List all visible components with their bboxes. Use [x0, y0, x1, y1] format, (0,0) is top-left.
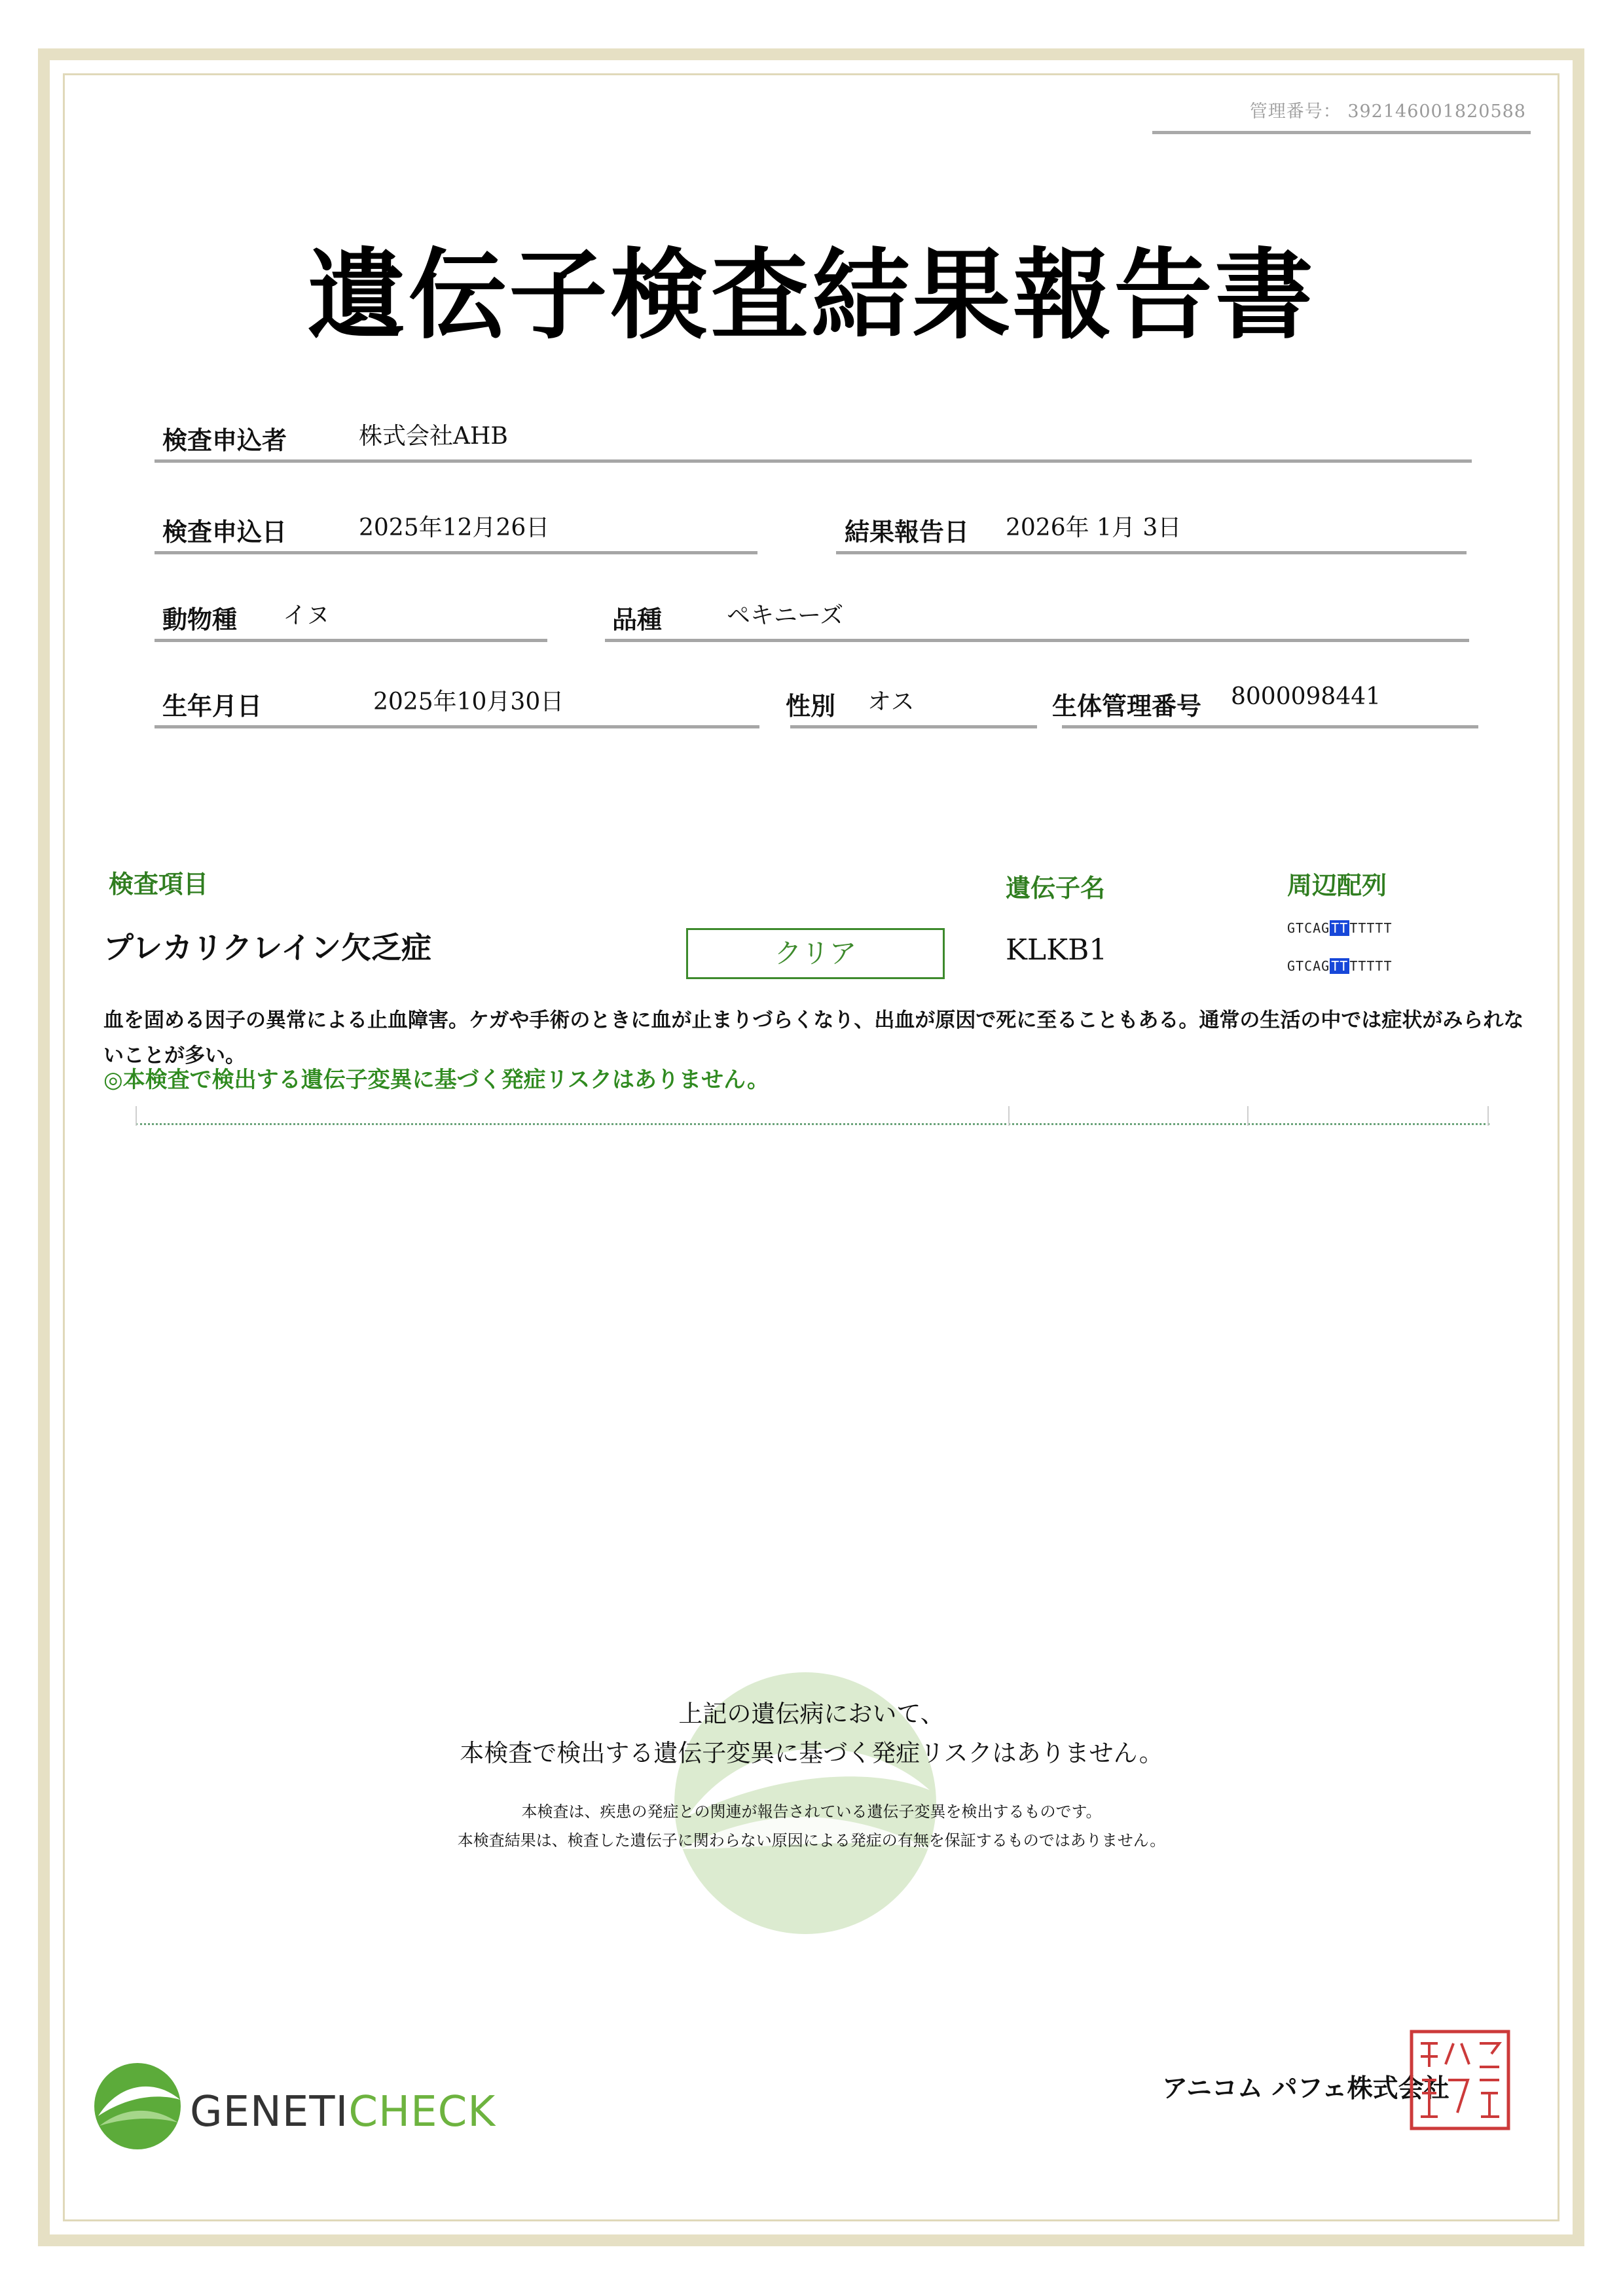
birth-underline — [155, 725, 759, 728]
apply-date-label: 検査申込日 — [162, 517, 287, 547]
mutation-site: TT — [1331, 920, 1349, 936]
sequence-line-2: GTCAG TT TTTTT — [1287, 958, 1393, 974]
col-test-item: 検査項目 — [109, 869, 209, 899]
apply-date-underline — [155, 551, 757, 554]
management-number — [1250, 97, 1526, 122]
id-label: 生体管理番号 — [1052, 691, 1202, 721]
separator-tick — [136, 1106, 137, 1126]
separator-tick — [1008, 1106, 1010, 1126]
management-underline — [1152, 131, 1531, 134]
breed-value: ペキニーズ — [727, 602, 844, 629]
breed-label: 品種 — [612, 605, 663, 634]
geneticheck-logo-text: GENETICHECK — [190, 2088, 496, 2136]
birth-value: 2025年10月30日 — [373, 689, 564, 715]
applicant-value: 株式会社AHB — [359, 423, 508, 450]
conclusion-line-1: 上記の遺伝病において、 — [678, 1700, 945, 1728]
company-name: アニコム パフェ株式会社 — [1162, 2073, 1450, 2104]
risk-note: ◎本検査で検出する遺伝子変異に基づく発症リスクはありません。 — [103, 1067, 770, 1093]
result-badge: クリア — [686, 928, 945, 979]
breed-underline — [605, 639, 1469, 642]
geneticheck-logo-icon — [92, 2060, 183, 2152]
company-seal-stamp-icon — [1408, 2028, 1512, 2132]
sex-underline — [790, 725, 1037, 728]
management-label: 管理番号： — [1249, 101, 1341, 122]
report-date-label: 結果報告日 — [845, 517, 970, 547]
applicant-underline — [155, 459, 1472, 463]
report-date-value: 2026年 1月 3日 — [1006, 514, 1182, 541]
col-sequence: 周辺配列 — [1287, 870, 1387, 900]
separator-tick — [1247, 1106, 1249, 1126]
document-title: 遺伝子検査結果報告書 — [307, 238, 1316, 353]
gene-name: KLKB1 — [1006, 933, 1108, 967]
col-gene-name: 遺伝子名 — [1006, 873, 1106, 903]
sex-value: オス — [867, 689, 915, 715]
disease-description: 血を固める因子の異常による止血障害。ケガや手術のときに血が止まりづらくなり、出血が原因で死に至ることもある。通常の生活の中では症状がみられないことが多い。 — [103, 1009, 1524, 1067]
id-value: 8000098441 — [1231, 683, 1381, 710]
separator-tick — [1487, 1106, 1489, 1126]
species-label: 動物種 — [162, 605, 238, 634]
test-name: プレカリクレイン欠乏症 — [103, 930, 431, 965]
id-underline — [1062, 725, 1478, 728]
conclusion-line-2: 本検査で検出する遺伝子変異に基づく発症リスクはありません。 — [460, 1739, 1163, 1767]
apply-date-value: 2025年12月26日 — [359, 514, 550, 541]
sex-label: 性別 — [786, 691, 836, 721]
birth-label: 生年月日 — [162, 691, 263, 721]
conclusion-note-1: 本検査は、疾患の発症との関連が報告されている遺伝子変異を検出するものです。 — [521, 1803, 1102, 1821]
conclusion-note-2: 本検査結果は、検査した遺伝子に関わらない原因による発症の有無を保証するものではありません。 — [457, 1831, 1166, 1850]
applicant-label: 検査申込者 — [162, 425, 287, 455]
mutation-site: TT — [1331, 958, 1349, 974]
management-value: 392146001820588 — [1347, 101, 1526, 122]
dotted-separator — [136, 1123, 1489, 1125]
species-value: イヌ — [283, 602, 331, 629]
species-underline — [155, 639, 547, 642]
sequence-line-1: GTCAG TT TTTTT — [1287, 920, 1393, 936]
report-date-underline — [836, 551, 1467, 554]
